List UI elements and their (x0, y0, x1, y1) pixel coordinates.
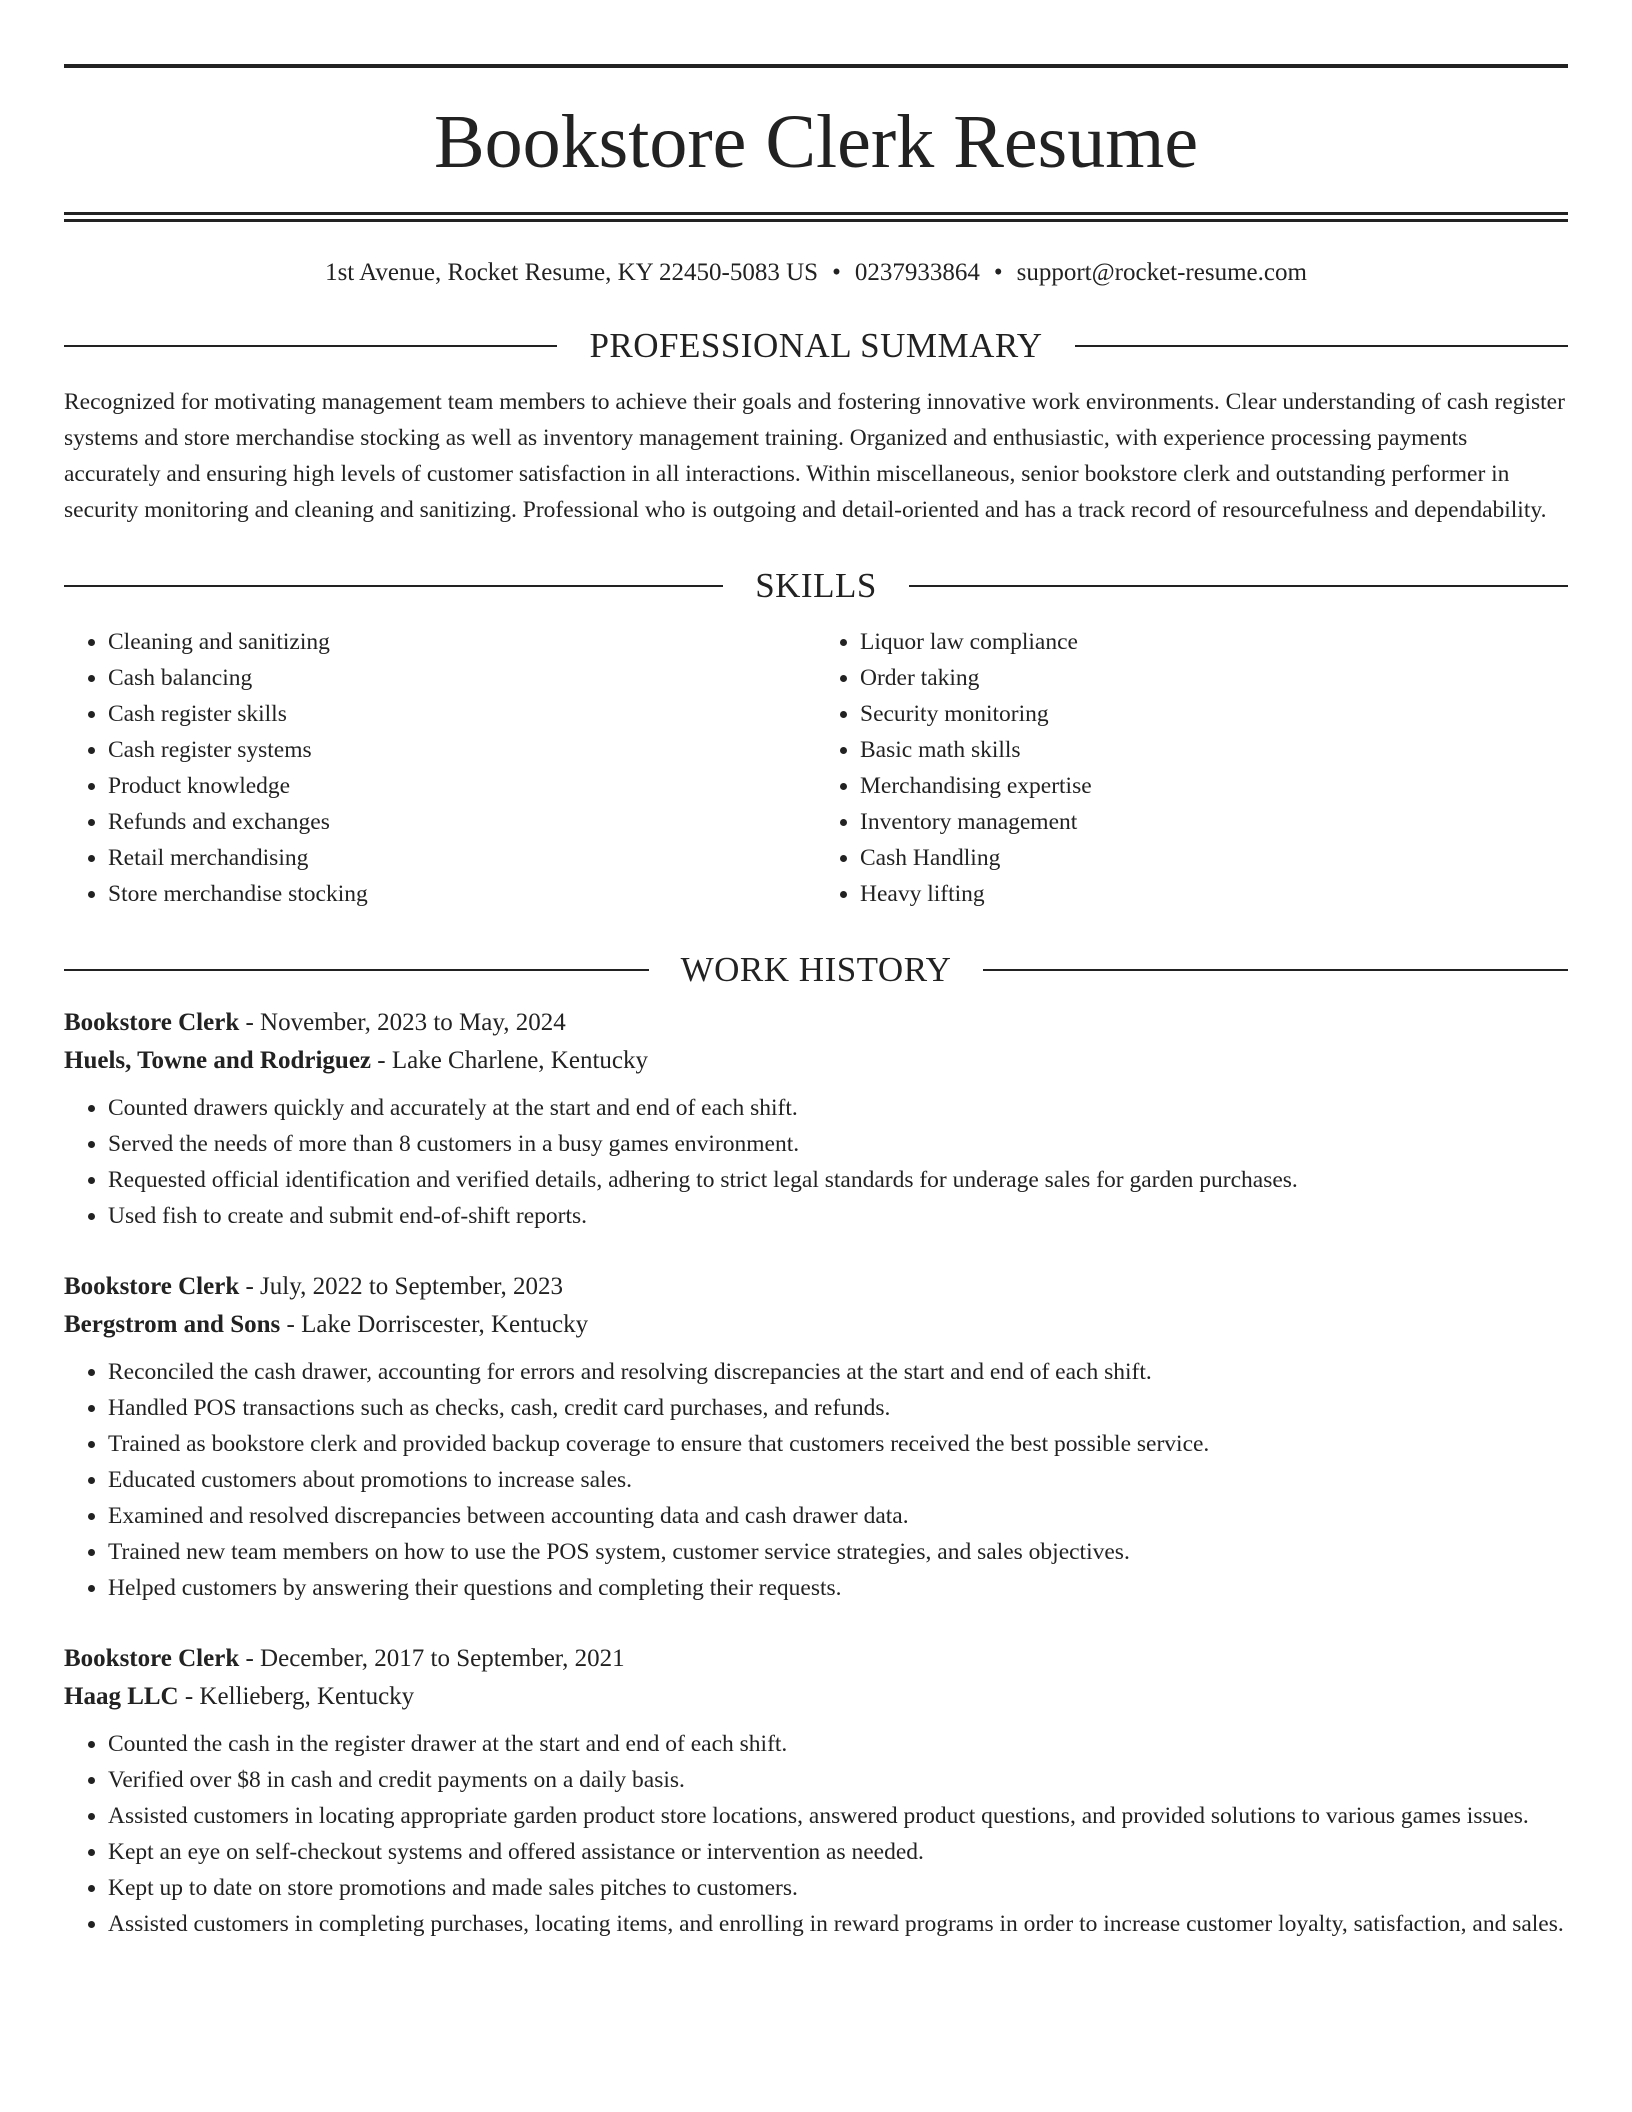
list-item: • Cash register systems (108, 732, 816, 768)
list-item: • Examined and resolved discrepancies between accounting data and cash drawer data. (108, 1498, 1568, 1534)
summary-heading (64, 328, 1568, 364)
list-item: • Assisted customers in completing purchases, locating items, and enrolling in reward programs in order to increase customer loyalty, satisfaction, and sales. (108, 1906, 1568, 1942)
job-title-line (64, 1004, 1568, 1042)
phone: 0237933864 (854, 259, 980, 286)
skills-list (64, 624, 1568, 912)
skills-heading (64, 568, 1568, 604)
list-item: • Requested official identification and verified details, adhering to strict legal standards for underage sales for garden purchases. (108, 1162, 1568, 1198)
list-item: • Merchandising expertise (860, 768, 1568, 804)
divider (1075, 345, 1568, 347)
list-item: • Reconciled the cash drawer, accounting for errors and resolving discrepancies at the start and end of each shift. (108, 1354, 1568, 1390)
job-entry (64, 1268, 1568, 1606)
list-item: • Served the needs of more than 8 customers in a busy games environment. (108, 1126, 1568, 1162)
list-item: • Order taking (860, 660, 1568, 696)
list-item: • Educated customers about promotions to increase sales. (108, 1462, 1568, 1498)
list-item: • Assisted customers in locating appropriate garden product store locations, answered product questions, and provided solutions to various games issues. (108, 1798, 1568, 1834)
job-bullets (64, 1354, 1568, 1606)
double-rule (64, 212, 1568, 222)
list-item: • Inventory management (860, 804, 1568, 840)
list-item: • Refunds and exchanges (108, 804, 816, 840)
divider (64, 585, 723, 587)
page-title: Bookstore Clerk Resume (433, 100, 1199, 184)
list-item: • Trained as bookstore clerk and provided backup coverage to ensure that customers received the best possible service. (108, 1426, 1568, 1462)
job-title-line (64, 1640, 1568, 1678)
job-company: Haag LLC (64, 1683, 179, 1710)
list-item: • Basic math skills (860, 732, 1568, 768)
job-title: Bookstore Clerk (64, 1273, 240, 1300)
job-dates: - November, 2023 to May, 2024 (239, 1009, 566, 1036)
list-item: • Trained new team members on how to use the POS system, customer service strategies, and sales objectives. (108, 1534, 1568, 1570)
job-company-line (64, 1306, 1568, 1344)
list-item: • Kept an eye on self-checkout systems and offered assistance or intervention as needed. (108, 1834, 1568, 1870)
list-item: • Kept up to date on store promotions and made sales pitches to customers. (108, 1870, 1568, 1906)
address: 1st Avenue, Rocket Resume, KY 22450-5083 US (325, 259, 819, 286)
list-item: • Liquor law compliance (860, 624, 1568, 660)
list-item: • Verified over $8 in cash and credit payments on a daily basis. (108, 1762, 1568, 1798)
job-dates: - July, 2022 to September, 2023 (239, 1273, 563, 1300)
list-item: • Helped customers by answering their questions and completing their requests. (108, 1570, 1568, 1606)
list-item: • Cash balancing (108, 660, 816, 696)
skills-column-right (816, 624, 1568, 912)
list-item: • Cash register skills (108, 696, 816, 732)
divider (64, 345, 557, 347)
job-bullets (64, 1090, 1568, 1234)
list-item: • Used fish to create and submit end-of-shift reports. (108, 1198, 1568, 1234)
divider (909, 585, 1568, 587)
list-item: • Cleaning and sanitizing (108, 624, 816, 660)
job-title: Bookstore Clerk (64, 1009, 240, 1036)
list-item: • Retail merchandising (108, 840, 816, 876)
job-company: Bergstrom and Sons (64, 1311, 281, 1338)
separator: • (993, 259, 1003, 286)
job-entry (64, 1004, 1568, 1234)
section-label: PROFESSIONAL SUMMARY (589, 326, 1043, 365)
summary-text: Recognized for motivating management team members to achieve their goals and fostering innovative work environments. Clear understanding of cash register systems and store merchandise stocking as well as inventory management training. Organized and enthusiastic, with experience processing payments accurately and ensuring high levels of customer satisfaction in all interactions. Within miscellaneous, senior bookstore clerk and outstanding performer in security monitoring and cleaning and sanitizing. Professional who is outgoing and detail-oriented and has a track record of resourcefulness and dependability. (64, 389, 1565, 523)
job-location: - Kellieberg, Kentucky (178, 1683, 415, 1710)
list-item: • Security monitoring (860, 696, 1568, 732)
skills-column-left (64, 624, 816, 912)
list-item: • Heavy lifting (860, 876, 1568, 912)
list-item: • Counted the cash in the register drawer at the start and end of each shift. (108, 1726, 1568, 1762)
job-location: - Lake Charlene, Kentucky (371, 1047, 648, 1074)
job-title: Bookstore Clerk (64, 1645, 240, 1672)
divider (983, 969, 1568, 971)
section-label: SKILLS (755, 566, 877, 605)
job-location: - Lake Dorriscester, Kentucky (280, 1311, 589, 1338)
divider (64, 969, 649, 971)
job-company-line (64, 1042, 1568, 1080)
list-item: • Handled POS transactions such as checks, cash, credit card purchases, and refunds. (108, 1390, 1568, 1426)
job-company: Huels, Towne and Rodriguez (64, 1047, 372, 1074)
list-item: • Cash Handling (860, 840, 1568, 876)
job-entry (64, 1640, 1568, 1942)
job-company-line (64, 1678, 1568, 1716)
list-item: • Store merchandise stocking (108, 876, 816, 912)
job-title-line (64, 1268, 1568, 1306)
section-label: WORK HISTORY (680, 950, 952, 989)
work-history (64, 1004, 1568, 1942)
contact-line (64, 258, 1568, 288)
list-item: • Product knowledge (108, 768, 816, 804)
job-dates: - December, 2017 to September, 2021 (239, 1645, 625, 1672)
separator: • (832, 259, 841, 286)
email: support@rocket-resume.com (1016, 259, 1307, 286)
work-heading (64, 952, 1568, 988)
job-bullets (64, 1726, 1568, 1942)
list-item: • Counted drawers quickly and accurately at the start and end of each shift. (108, 1090, 1568, 1126)
resume-page (64, 64, 1568, 1942)
